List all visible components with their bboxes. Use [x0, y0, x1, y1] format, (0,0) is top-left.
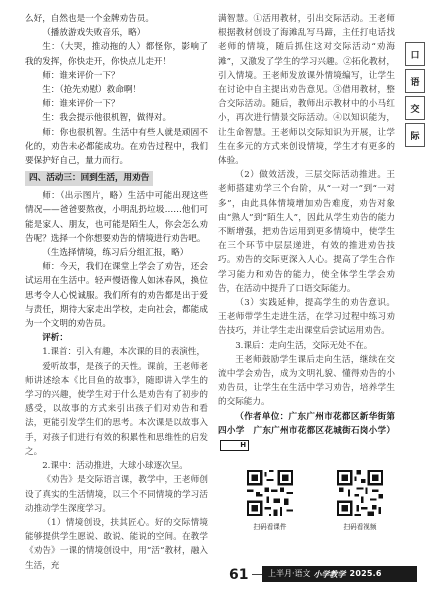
comment-paragraph: 1.课首：引入有趣，本次课的目的表演性， [42, 347, 206, 358]
side-tabs [405, 42, 423, 150]
paragraph: 师：谁来评价一下？ [42, 99, 120, 110]
paragraph: 么好，自然也是一个金牌劝告员。 [25, 14, 154, 24]
comment-paragraph: （1）情境创设，扶其匠心。好的交际情境能够提供学生愿说、敢说、能说的空间。在教学《劝告》一课的情境创设中，用“活”教材，融入生活，充 [25, 517, 208, 571]
paragraph: （播放游戏失败音乐，略） [42, 28, 146, 39]
comment-paragraph: （3）实践延伸，提高学生的劝告意识。王老师带学生走进生活，在学习过程中练习劝告技巧，并让学生走出课堂后尝试运用劝告。 [218, 298, 395, 337]
comment-paragraph: 3.课后：走向生活，交际无处不在。 [235, 340, 373, 351]
footer-band [262, 566, 417, 582]
qr-code-icon [337, 470, 383, 516]
issue-prefix: 上半月·语文 [268, 569, 311, 578]
author-affiliation [218, 410, 395, 453]
paragraph: 生：（大哭，推动拖的人）都怪你，影响了我的发挥，你快走开，你快点儿走开！ [25, 42, 208, 67]
page-footer [0, 566, 427, 586]
qr-courseware[interactable] [240, 470, 300, 545]
qr-codes [240, 470, 390, 545]
side-tab: 际 [405, 123, 425, 147]
paragraph: 生：我会提示他很机智，做得对。 [42, 113, 172, 124]
comment-paragraph: 《劝告》是交际语言课，教学中，王老师创设了真实的生活情境，以三个不同情境的学习活动推动学生深度学习。 [25, 475, 208, 514]
comment-paragraph: 王老师鼓励学生课后走向生活，继续在交流中学会劝告，成为文明礼貌、懂得劝告的小劝告员，让学生在生活中学习劝告，培养学生的交际能力。 [218, 354, 395, 408]
comment-label: 评析： [42, 333, 68, 344]
author-text: （作者单位：广东广州市花都区新华街第四小学 广东广州市花都区花城街石岗小学） [218, 411, 395, 436]
qr-video[interactable] [330, 470, 390, 545]
paragraph: 师：你也很机智。生活中有些人就是顽固不化的，劝告未必都能成功。在劝告过程中，我们要保护好自己，量力而行。 [25, 127, 208, 167]
comment-paragraph: 2.课中：活动推进，大球小球逐次呈。 [42, 461, 188, 472]
right-column [218, 12, 395, 452]
comment-paragraph: 满智慧。①活用教材，引出交际活动。王老师根据教材创设了海滩乱写马蹄，主任打电话找老师的情境，随后抓住这对交际活动“劝海滩”，又激发了学生的学习兴趣。②拓化教材，引入情境。王老师发放课外情境编写，让学生在讨论中自主提出劝告意见。③借用教材，整合交际活动。随后，教师出示教材中的小马红小，再次进行情景交际活动。④以知识能为，让生命智慧。王老师以交际知识为开展，让学生在多元的方式来创设情境，学生才有更多的体验。 [218, 14, 395, 167]
side-tab: 交 [405, 96, 425, 120]
paragraph: 师：谁来评价一下？ [42, 70, 120, 81]
magazine-brand: 小学教学 [313, 569, 346, 579]
issue-date: 2025.6 [349, 569, 382, 578]
comment-paragraph: （2）做效活泼，三层交际活动推进。王老师搭建劝学三个台阶，从“一对一”到“一对多”，由此具体情境增加劝告难度，劝告对象由“熟人”到“陌生人”，因此从学生劝告的能力不断增强，把劝告运用到更多情境中，使学生在三个环节中层层递进，有效的推进劝告技巧。劝告的交际更深入人心。提高了学生合作学习能力和劝告的能力，使全体学生学会劝告，在活动中提升了口语交际能力。 [218, 170, 395, 294]
qr-caption: 扫码看视频 [343, 523, 377, 531]
section-heading: 四、活动三：回到生活，用劝告 [25, 171, 153, 186]
paragraph: 师：今天，我们在课堂上学会了劝告，还会试运用在生活中。轻声慢语像人如沐春风，换位思考令人心悦诚服。我们所有的劝告都是出于爱与责任，期待大家走出学校，走向社会，都能成为一个文明的劝告员。 [25, 262, 208, 330]
page-number: 61 [229, 567, 249, 583]
qr-code-icon [247, 470, 293, 516]
side-tab: 口 [405, 42, 425, 66]
left-column [25, 12, 208, 573]
end-mark: H [220, 440, 249, 451]
comment-paragraph: 爱听故事，是孩子的天性。课前，王老师老师讲述绘本《比目鱼的故事》，随即讲入学生的学习的兴趣，使学生对于什么是劝告有了初步的感受，以故事的方式来引出孩子们对劝告和看法，更能引发学生们的思考。本次课是以故事入手，对孩子们进行有效的积累性和思维性的启发之。 [25, 361, 208, 457]
paragraph: 生：（抢先劝慰）救命啊！ [42, 85, 142, 96]
paragraph: （生选择情境，练习后分组汇报，略） [42, 248, 189, 259]
qr-caption: 扫码看课件 [253, 523, 287, 531]
side-tab: 语 [405, 69, 425, 93]
paragraph: 师：（出示图片，略）生活中可能出现这些情况——爸爸要熬夜，小明乱扔垃圾……他们可能是家人、朋友，也可能是陌生人，你会怎么劝告呢？选择一个你想要劝告的情境进行劝告吧。 [25, 191, 208, 244]
